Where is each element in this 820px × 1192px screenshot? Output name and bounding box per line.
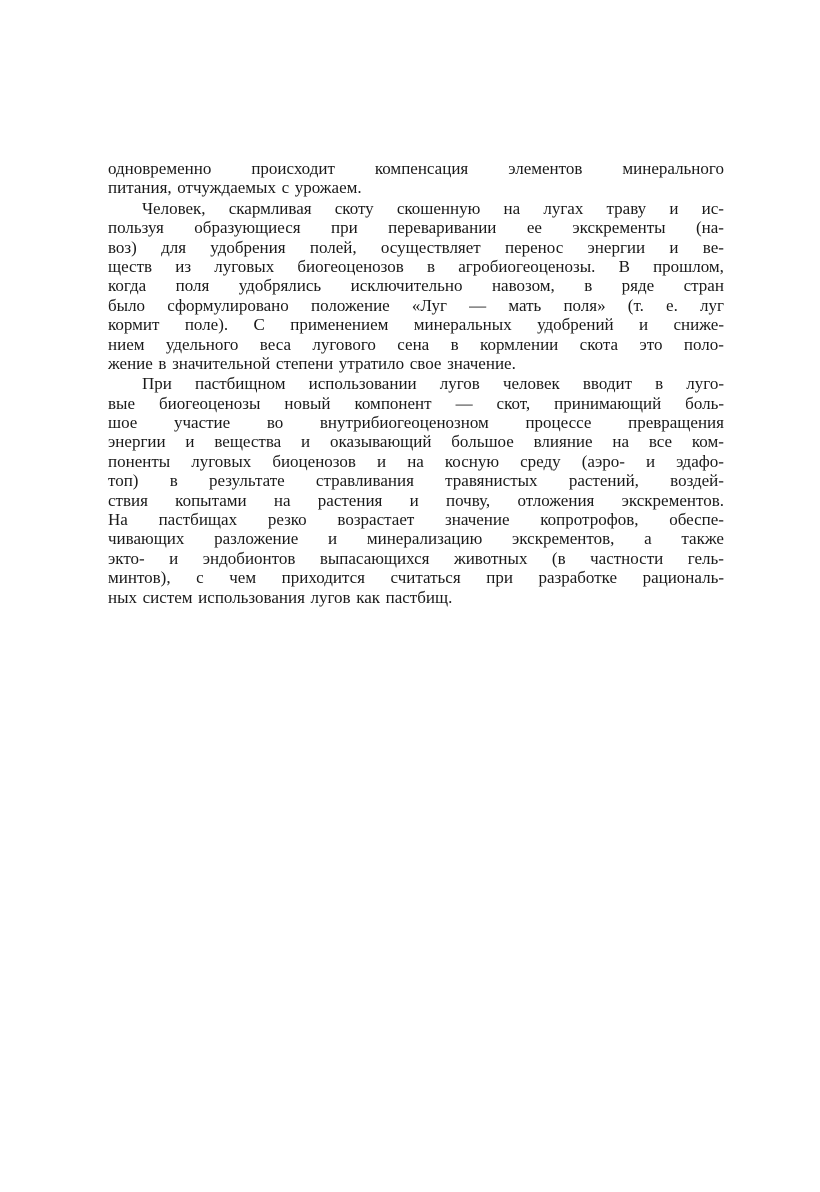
text-line: минтов), с чем приходится считаться при разработке рациональ-	[108, 568, 724, 588]
text-line: шое участие во внутрибиогеоценозном процессе превращения	[108, 413, 724, 433]
text-line: чивающих разложение и минерализацию экскрементов, а также	[108, 529, 724, 549]
text-line: При пастбищном использовании лугов человек вводит в луго-	[142, 374, 724, 394]
text-line: поненты луговых биоценозов и на косную среду (аэро- и эдафо-	[108, 451, 724, 471]
body-text	[108, 159, 724, 607]
text-line: жение в значительной степени утратило свое значение.	[108, 353, 516, 373]
text-line: нием удельного веса лугового сена в кормлении скота это поло-	[108, 334, 724, 354]
text-line: воз) для удобрения полей, осуществляет перенос энергии и ве-	[108, 237, 724, 257]
text-line: пользуя образующиеся при переваривании ее экскременты (на-	[108, 218, 724, 238]
text-line: было сформулировано положение «Луг — мать поля» (т. е. луг	[108, 295, 724, 315]
text-line: ществ из луговых биогеоценозов в агробиогеоценозы. В прошлом,	[108, 256, 724, 276]
text-line: ных систем использования лугов как пастбищ.	[108, 587, 453, 607]
text-line: топ) в результате стравливания травянистых растений, воздей-	[108, 471, 724, 491]
paragraph	[108, 199, 724, 374]
text-line: энергии и вещества и оказывающий большое влияние на все ком-	[108, 432, 724, 452]
text-line: вые биогеоценозы новый компонент — скот, принимающий боль-	[108, 393, 724, 413]
text-line: кормит поле). С применением минеральных удобрений и сниже-	[108, 315, 724, 335]
paragraph	[108, 374, 724, 607]
paragraph	[108, 159, 724, 198]
text-line: экто- и эндобионтов выпасающихся животных (в частности гель-	[108, 548, 724, 568]
text-line: ствия копытами на растения и почву, отложения экскрементов.	[108, 490, 724, 510]
text-line: На пастбищах резко возрастает значение копротрофов, обеспе-	[108, 510, 724, 530]
text-line: питания, отчуждаемых с урожаем.	[108, 178, 362, 198]
text-line: Человек, скармливая скоту скошенную на лугах траву и ис-	[142, 198, 724, 218]
text-line: одновременно происходит компенсация элементов минерального	[108, 159, 724, 178]
text-line: когда поля удобрялись исключительно навозом, в ряде стран	[108, 276, 724, 296]
